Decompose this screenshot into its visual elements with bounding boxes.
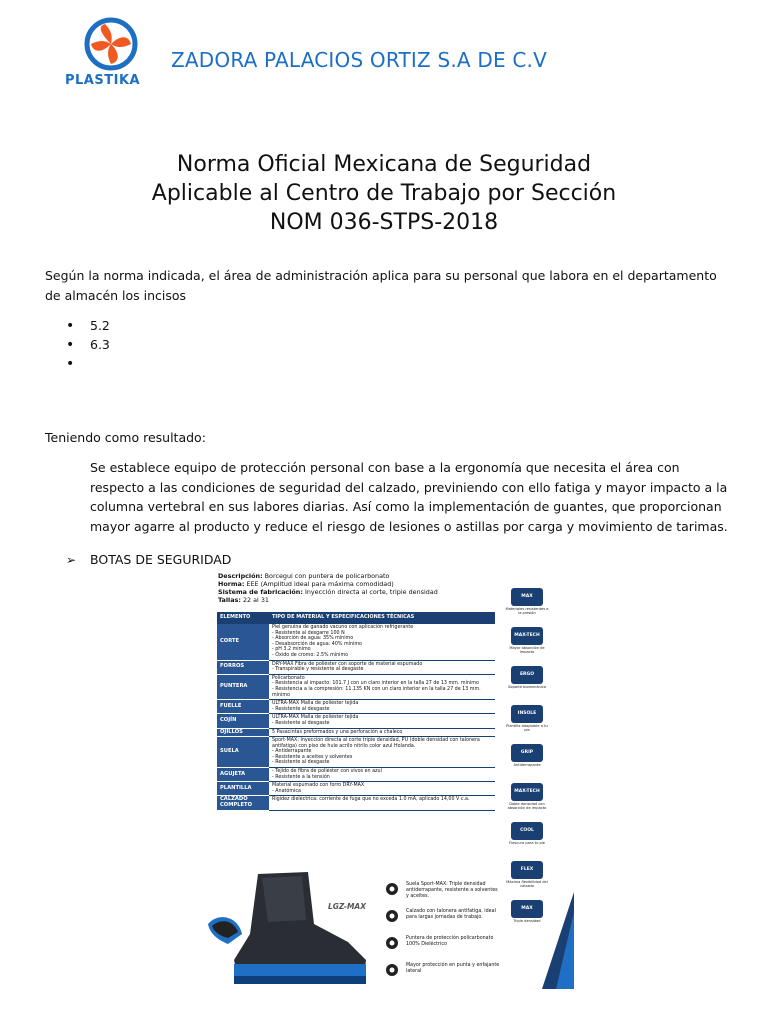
feature-caption: Triple densidad (513, 919, 541, 923)
column-header: TIPO DE MATERIAL Y ESPECIFICACIONES TÉCNICAS (269, 612, 495, 624)
result-paragraph: Se establece equipo de protección personal con base a la ergonomía que necesita el área con respecto a las condiciones de seguridad del calzado, previniendo con ello fatiga y mayor impacto a la columna vertebral en sus labores diarias. Así como la implementación de guantes, que proporcionan mayor agarre al producto y reduce el riesgo de lesiones o astillas por carga y movimiento de tarimas. (90, 460, 728, 534)
spec-element-cell: CORTE (217, 624, 269, 660)
logo-text: PLASTIKA (65, 73, 141, 88)
feature-badge-icon: MAX (511, 588, 543, 606)
feature-caption: Máxima flexibilidad del calzado (506, 880, 548, 889)
feature-badge-icon: MAX (511, 900, 543, 918)
section-heading-text: BOTAS DE SEGURIDAD (90, 552, 232, 567)
feature-caption: Doble densidad con absorción de impacto (507, 802, 547, 811)
list-item-text: 5.2 (90, 318, 110, 333)
company-name: ZADORA PALACIOS ORTIZ S.A DE C.V (171, 48, 547, 72)
decorative-band (534, 892, 574, 989)
spec-element-cell: CALZADO COMPLETO (217, 796, 269, 810)
boot-feature-item (384, 936, 500, 963)
safety-boot-icon (198, 864, 378, 989)
boot-feature-item (384, 963, 500, 989)
spec-value-cell: Rigidez dieléctrica: corriente de fuga que no exceda 1.0 mA, aplicado 14,00 V c.a. (269, 796, 495, 810)
boot-model-label: LGZ-MAX (328, 902, 366, 911)
title-line-2: Aplicable al Centro de Trabajo por Sección (151, 181, 617, 206)
boot-feature-text: Suela Sport-MAX: Triple densidad antiderrapante, resistente a solventes y aceites. (406, 882, 498, 899)
feature-badge (504, 621, 550, 660)
spec-element-cell: FUELLE (217, 700, 269, 714)
boot-feature-text: Puntera de protección policarbonato 100% Dieléctrico (406, 936, 494, 947)
table-row (217, 700, 495, 714)
table-row (217, 674, 495, 699)
feature-badge-icon: ERGO (511, 666, 543, 684)
document-title (0, 150, 768, 237)
feature-badge (504, 699, 550, 738)
column-header: ELEMENTO (217, 612, 269, 624)
spec-value-cell: Policarbonato - Resistencia al impacto: 101.7 J con un claro interior en la talla 27 de 13 mm. mínimo - Resistencia a la compresión: 11.135 KN con un claro interior en la talla 27 de 13 mm. mínimo (269, 674, 495, 699)
list-item (66, 335, 110, 354)
table-row (217, 782, 495, 796)
company-logo (45, 14, 163, 92)
spec-header-line: Descripción: Borcegui con puntera de policarbonato (218, 572, 390, 580)
spec-element-cell: PLANTILLA (217, 782, 269, 796)
spec-header-line: Horma: EEE (Amplitud ideal para máxima comodidad) (218, 580, 394, 588)
spec-header-line: Tallas: 22 al 31 (218, 596, 269, 604)
boot-feature-text: Mayor protección en punta y enfajante lateral (406, 963, 500, 974)
spec-value-cell: ULTRA-MAX Malla de poliéster tejida - Resistente al desgaste (269, 700, 495, 714)
table-row (217, 624, 495, 660)
table-row (217, 660, 495, 674)
spec-value-cell: ULTRA-MAX Malla de poliéster tejida - Resistente al desgaste (269, 714, 495, 728)
bullet-list (66, 316, 110, 373)
feature-badge (504, 816, 550, 855)
feature-badge-icon: INSOLE (511, 705, 543, 723)
spec-header-line: Sistema de fabricación: Inyección directa al corte, tripie densidad (218, 588, 438, 596)
feature-badge (504, 777, 550, 816)
feature-badge-icon: FLEX (511, 861, 543, 879)
feature-badge (504, 738, 550, 777)
boot-feature-item (384, 882, 500, 909)
feature-badge-icon: MAX-TECH (511, 627, 543, 645)
spec-value-cell: Piel genuina de ganado vacuno con aplicación refrigerante - Resistente al desgarre 100 N - Absorción de agua: 35% mínimo - Desabsorción de agua: 40% mínimo - pH 3.2 mínimo - Óxido de cromo: 2.5% mínimo (269, 624, 495, 660)
feature-caption: Plantilla adaptable a tu pie (506, 724, 548, 733)
feature-caption: Frescura para tu pie (509, 841, 545, 845)
bullet-icon: • (66, 317, 75, 334)
arrow-bullet-icon: ➢ (66, 552, 77, 567)
boot-feature-text: Calzado con talonera antifatiga, ideal para largas jornadas de trabajo. (406, 909, 496, 920)
boot-feature-icon (384, 936, 402, 950)
feature-badge (504, 582, 550, 621)
list-item-text: 6.3 (90, 337, 110, 352)
boot-feature-list (384, 882, 500, 989)
feature-badge (504, 660, 550, 699)
boot-spec-sheet-image (198, 572, 574, 989)
intro-paragraph: Según la norma indicada, el área de administración aplica para su personal que labora en el departamento de almacén los incisos (45, 268, 717, 303)
feature-badge-icon: GRIP (511, 744, 543, 762)
result-label: Teniendo como resultado: (45, 430, 206, 445)
table-row (217, 796, 495, 810)
boot-feature-icon (384, 882, 402, 896)
feature-caption: Materiales resistentes a la presión (505, 607, 549, 616)
spec-value-cell: Sport-MAX: Inyección directa al corte tripie densidad, PU (doble densidad con talonera antifatiga) con piso de hule acrilo nitrilo color azul Holanda. - Antiderrapante - Resistente a aceites y solventes - Resistente al desgaste (269, 737, 495, 768)
feature-caption: Antiderrapante (513, 763, 541, 767)
bullet-icon: • (66, 336, 75, 353)
spec-element-cell: COJÍN (217, 714, 269, 728)
boot-feature-item (384, 909, 500, 936)
spec-table (217, 612, 495, 811)
table-row (217, 768, 495, 782)
spec-value-cell: - Tejido de fibra de poliéster con vivos en azul - Resistente a la tensión (269, 768, 495, 782)
section-heading (66, 552, 231, 567)
spec-element-cell: AGUJETA (217, 768, 269, 782)
feature-caption: Soporte biomecánico (507, 685, 547, 689)
spec-element-cell: FORROS (217, 660, 269, 674)
boot-feature-icon (384, 909, 402, 923)
table-row (217, 728, 495, 737)
spec-value-cell: DRY-MAX Fibra de poliéster con soporte de material espumado - Transpirable y resistente al desgaste (269, 660, 495, 674)
boot-feature-icon (384, 963, 402, 977)
list-item (66, 354, 110, 373)
spec-value-cell: 5 Pasacintas preformados y una perforación a chaleco (269, 728, 495, 737)
feature-caption: Mayor absorción de impacto (509, 646, 545, 655)
spec-element-cell: SUELA (217, 737, 269, 768)
table-row (217, 737, 495, 768)
title-line-1: Norma Oficial Mexicana de Seguridad (176, 152, 592, 177)
table-row (217, 714, 495, 728)
bullet-icon: • (66, 355, 75, 372)
spec-value-cell: Material espumado con forro DRY-MAX - Anatómica (269, 782, 495, 796)
title-line-3: NOM 036-STPS-2018 (269, 210, 499, 235)
feature-badge-icon: COOL (511, 822, 543, 840)
spec-element-cell: PUNTERA (217, 674, 269, 699)
spec-element-cell: OJILLOS (217, 728, 269, 737)
boot-illustration (198, 864, 574, 989)
feature-badge-icon: MAX-TECH (511, 783, 543, 801)
spec-header (218, 572, 438, 604)
list-item (66, 316, 110, 335)
